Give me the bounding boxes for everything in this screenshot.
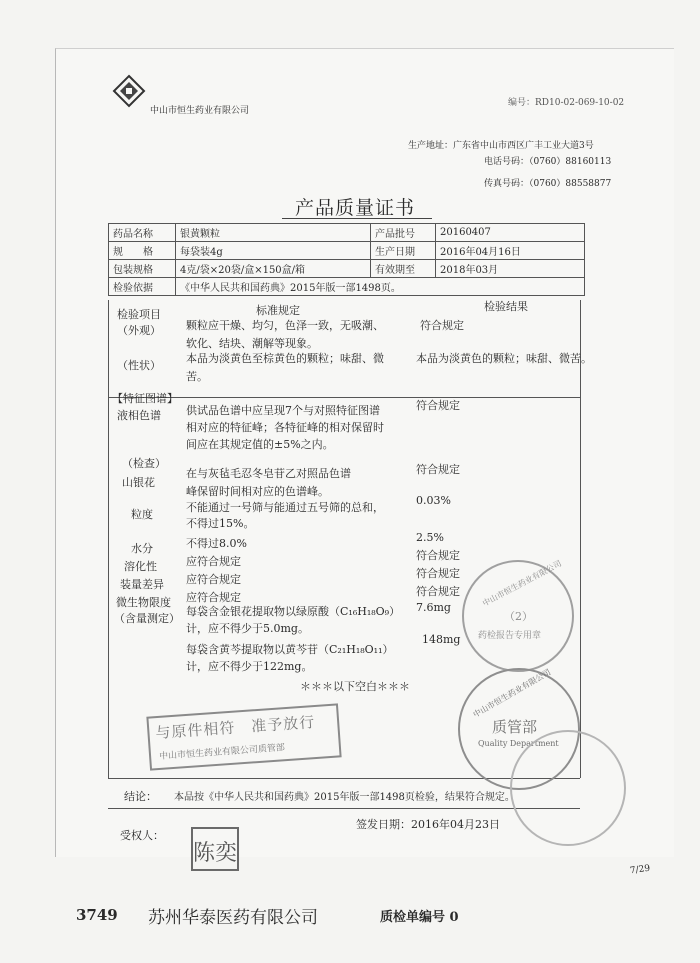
appearance-std-1: 颗粒应干燥、均匀，色泽一致，无吸潮、 <box>186 319 384 332</box>
prod-date-label: 生产日期 <box>371 242 436 260</box>
authorizer-label: 受权人： <box>120 829 164 842</box>
appearance-label: （外观） <box>117 324 161 337</box>
property-label: （性状） <box>117 359 161 372</box>
granularity-label: 粒度 <box>131 508 153 521</box>
moisture-std: 不得过8.0% <box>186 537 247 550</box>
granularity-std-2: 不得过15%。 <box>186 517 255 530</box>
micro-result: 符合规定 <box>416 585 460 598</box>
title-underline <box>282 218 432 219</box>
drug-name: 银黄颗粒 <box>176 224 371 242</box>
appearance-std-2: 软化、结块、潮解等现象。 <box>186 337 318 350</box>
package: 4克/袋×20袋/盒×150盒/箱 <box>176 260 371 278</box>
table-border-left <box>108 300 109 778</box>
conclusion-label: 结论： <box>124 790 157 803</box>
conclusion-text: 本品按《中华人民共和国药典》2015年版一部1498页检验，结果符合规定。 <box>174 792 515 803</box>
page-title: 产品质量证书 <box>295 197 416 219</box>
assay-std-2: 计，应不得少于5.0mg。 <box>186 622 309 635</box>
qc-seal-center: 质管部 <box>492 718 538 736</box>
basis-label: 检验依据 <box>109 278 176 296</box>
property-std-1: 本品为淡黄色至棕黄色的颗粒；味甜、微 <box>186 352 384 365</box>
section-divider <box>108 397 580 398</box>
micro-std: 应符合规定 <box>186 591 241 604</box>
id-std-1: 在与灰毡毛忍冬皂苷乙对照品色谱 <box>186 467 351 480</box>
company-header: 中山市恒生药业有限公司 <box>150 106 250 116</box>
assay-label: （含量测定） <box>114 612 180 625</box>
release-stamp-text: 与原件相符 准予放行 <box>154 713 316 743</box>
id-section: （检查） <box>122 457 166 470</box>
fax: 传真号码：（0760）88558877 <box>484 179 612 189</box>
report-seal-center: （2） <box>504 610 533 623</box>
prod-date: 2016年04月16日 <box>436 242 585 260</box>
spec-label: 规 格 <box>109 242 176 260</box>
product-info-table <box>108 223 585 296</box>
doc-number: 编号：RD10-02-069-10-02 <box>508 98 625 108</box>
solubility-label: 溶化性 <box>124 560 157 573</box>
fingerprint-std-1: 供试品色谱中应呈现7个与对照特征图谱 <box>186 404 380 417</box>
fingerprint-std-3: 间应在其规定值的±5%之内。 <box>186 438 334 451</box>
property-std-2: 苦。 <box>186 370 208 383</box>
id-result: 符合规定 <box>416 463 460 476</box>
address: 生产地址：广东省中山市西区广丰工业大道3号 <box>408 141 594 151</box>
solubility-result: 符合规定 <box>416 549 460 562</box>
conclusion-divider-bottom <box>108 808 580 809</box>
col-item: 检验项目 <box>117 308 161 321</box>
col-standard: 标准规定 <box>256 304 300 317</box>
basis: 《中华人民共和国药典》2015年版一部1498页。 <box>176 278 585 296</box>
faint-seal <box>510 730 626 846</box>
fill-std: 应符合规定 <box>186 573 241 586</box>
table-border-right <box>580 300 581 778</box>
col-result: 检验结果 <box>484 300 528 313</box>
batch-label: 产品批号 <box>371 224 436 242</box>
company-logo-icon <box>112 74 146 108</box>
report-seal-bottom: 药检报告专用章 <box>478 631 542 641</box>
report-seal-ring: 中山市恒生药业有限公司 <box>481 558 563 609</box>
footer-doc-label: 质检单编号 0 <box>380 910 459 925</box>
spec: 每袋装4g <box>176 242 371 260</box>
drug-name-label: 药品名称 <box>109 224 176 242</box>
fill-label: 装量差异 <box>120 578 164 591</box>
expiry-label: 有效期至 <box>371 260 436 278</box>
issue-date: 签发日期：2016年04月23日 <box>356 818 500 831</box>
granularity-result: 0.03% <box>416 494 451 507</box>
assay-std-1: 每袋含金银花提取物以绿原酸（C₁₆H₁₈O₉） <box>186 605 401 618</box>
footer-code: 3749 <box>76 906 118 924</box>
assay-std-3: 每袋含黄芩提取物以黄芩苷（C₂₁H₁₈O₁₁） <box>186 643 394 656</box>
qc-seal-ring: 中山市恒生药业有限公司 <box>471 667 553 720</box>
signature-stamp-icon <box>190 826 240 872</box>
signature-text: 陈奕 <box>192 841 238 866</box>
footer-company: 苏州华泰医药有限公司 <box>148 908 318 928</box>
fingerprint-std-2: 相对应的特征峰；各特征峰的相对保留时 <box>186 421 384 434</box>
solubility-std: 应符合规定 <box>186 555 241 568</box>
package-label: 包装规格 <box>109 260 176 278</box>
moisture-label: 水分 <box>131 542 153 555</box>
property-result: 本品为淡黄色的颗粒；味甜、微苦。 <box>416 352 592 365</box>
report-seal <box>462 560 574 672</box>
batch: 20160407 <box>436 224 585 242</box>
fill-result: 符合规定 <box>416 567 460 580</box>
blank-line: ＊＊＊以下空白＊＊＊ <box>300 680 410 693</box>
granularity-std-1: 不能通过一号筛与能通过五号筛的总和， <box>186 501 384 514</box>
qc-seal-en: Quality Department <box>478 739 559 748</box>
id-label: 山银花 <box>122 476 155 489</box>
release-stamp-company: 中山市恒生药业有限公司质管部 <box>158 743 286 762</box>
assay-result-1: 7.6mg <box>416 601 451 614</box>
page-mark: 7/29 <box>629 863 651 877</box>
fingerprint-result: 符合规定 <box>416 399 460 412</box>
appearance-result: 符合规定 <box>420 319 464 332</box>
fingerprint-section: 【特征图谱】 <box>112 392 178 405</box>
micro-label: 微生物限度 <box>116 596 171 609</box>
assay-std-4: 计，应不得少于122mg。 <box>186 660 313 673</box>
moisture-result: 2.5% <box>416 531 444 544</box>
assay-result-2: 148mg <box>422 633 461 646</box>
fingerprint-label: 液相色谱 <box>117 409 161 422</box>
id-std-2: 峰保留时间相对应的色谱峰。 <box>186 485 329 498</box>
expiry: 2018年03月 <box>436 260 585 278</box>
phone: 电话号码：（0760）88160113 <box>484 157 612 167</box>
